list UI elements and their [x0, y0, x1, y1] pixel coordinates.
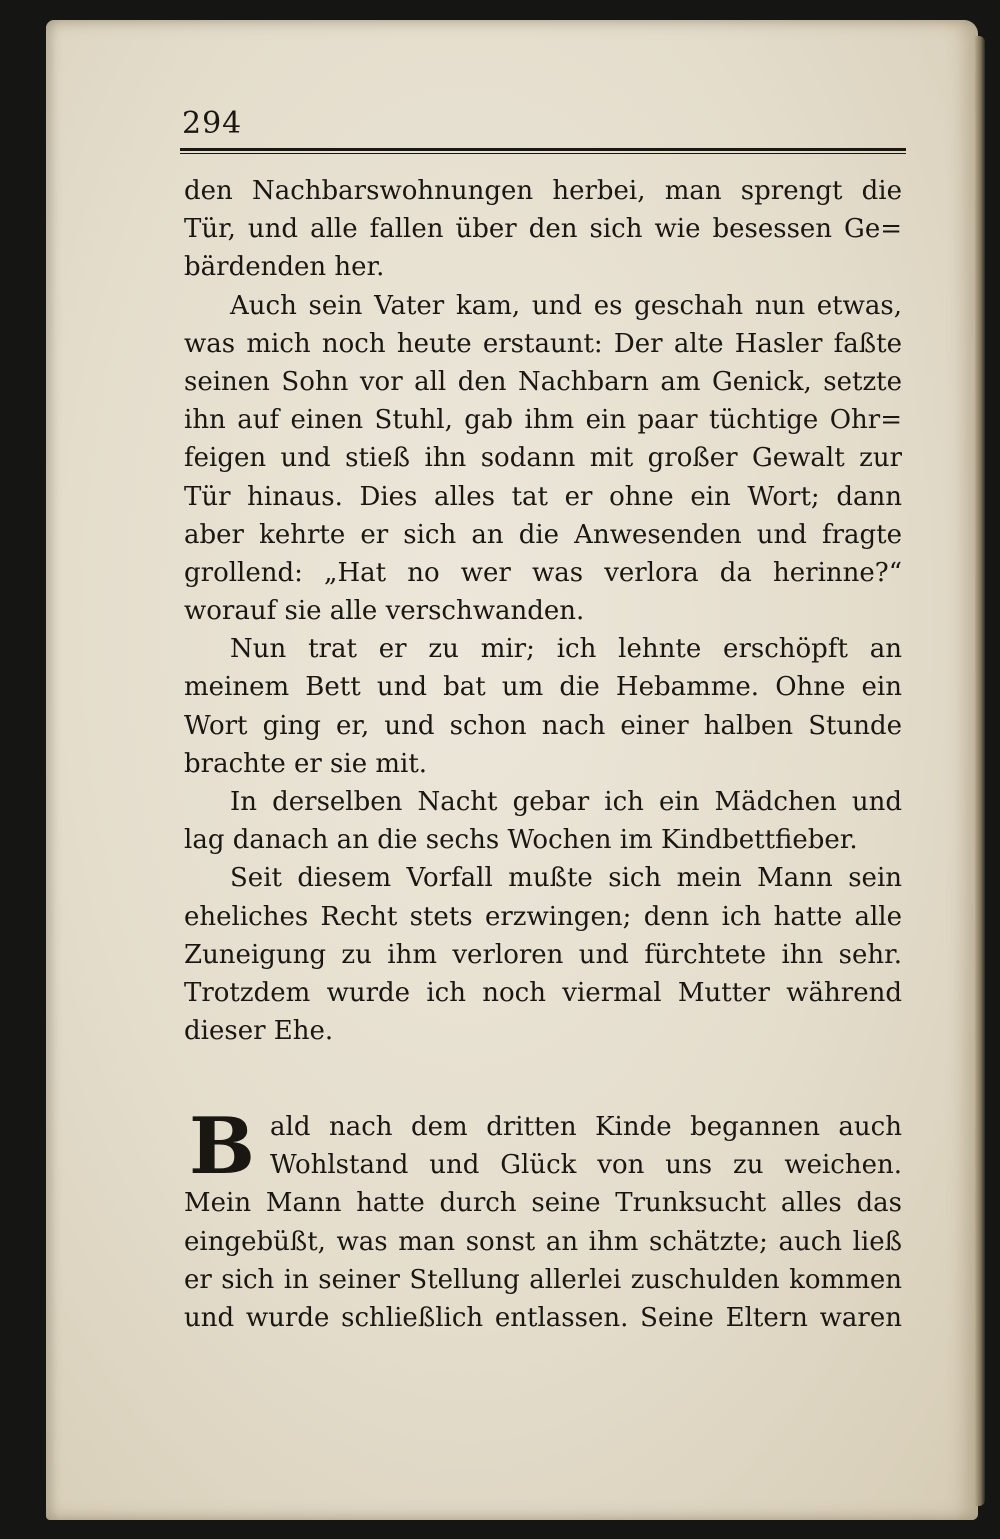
text-line: grollend: „Hat no wer was verlora da herinne?“ [184, 557, 902, 588]
text-line: Mein Mann hatte durch seine Trunksucht alles das [184, 1188, 902, 1219]
text-line: eingebüßt, was man sonst an ihm schätzte; auch ließ [184, 1226, 902, 1257]
drop-cap-initial: B [189, 1101, 255, 1192]
page-number: 294 [182, 106, 243, 141]
text-line: aber kehrte er sich an die Anwesenden und fragte [184, 519, 902, 550]
text-line: Seit diesem Vorfall mußte sich mein Mann sein [230, 863, 902, 894]
text-line: ihn auf einen Stuhl, gab ihm ein paar tüchtige Ohr= [184, 405, 902, 436]
text-line: seinen Sohn vor all den Nachbarn am Genick, setzte [184, 366, 902, 397]
header-rule [180, 148, 906, 151]
text-line: ald nach dem dritten Kinde begannen auch [270, 1112, 902, 1142]
text-line: Auch sein Vater kam, und es geschah nun etwas, [230, 290, 902, 321]
text-line: Wort ging er, und schon nach einer halben Stunde [184, 710, 902, 741]
text-line: meinem Bett und bat um die Hebamme. Ohne ein [184, 672, 902, 703]
text-line: Nun trat er zu mir; ich lehnte erschöpft an [230, 634, 902, 665]
text-line: er sich in seiner Stellung allerlei zuschulden kommen [184, 1264, 902, 1295]
text-line: dieser Ehe. [184, 1016, 334, 1047]
text-line: Zuneigung zu ihm verloren und fürchtete ihn sehr. [184, 939, 902, 970]
header-rule-thin [180, 153, 906, 154]
body-text-section-2 [184, 1101, 902, 1337]
text-line: Tür hinaus. Dies alles tat er ohne ein Wort; dann [184, 481, 902, 512]
text-line: und wurde schließlich entlassen. Seine Eltern waren [184, 1302, 902, 1333]
text-line: den Nachbarswohnungen herbei, man sprengt die [184, 176, 902, 206]
page-edge [975, 36, 985, 1506]
text-line: lag danach an die sechs Wochen im Kindbettfieber. [184, 825, 858, 856]
text-line: worauf sie alle verschwanden. [184, 596, 585, 627]
text-line: feigen und stieß ihn sodann mit großer Gewalt zur [184, 443, 902, 474]
text-line: eheliches Recht stets erzwingen; denn ich hatte alle [184, 901, 902, 932]
text-line: was mich noch heute erstaunt: Der alte Hasler faßte [184, 328, 902, 359]
drop-cap-paragraph [184, 1101, 902, 1192]
text-line: Trotzdem wurde ich noch viermal Mutter während [184, 977, 902, 1008]
page-header [180, 100, 906, 156]
text-line: bärdenden her. [184, 252, 385, 283]
text-line: brachte er sie mit. [184, 748, 428, 779]
body-text-section-1 [184, 172, 902, 1050]
text-line: In derselben Nacht gebar ich ein Mädchen und [230, 787, 902, 817]
text-line: Wohlstand und Glück von uns zu weichen. [270, 1150, 902, 1181]
text-line: Tür, und alle fallen über den sich wie besessen Ge= [184, 214, 902, 245]
